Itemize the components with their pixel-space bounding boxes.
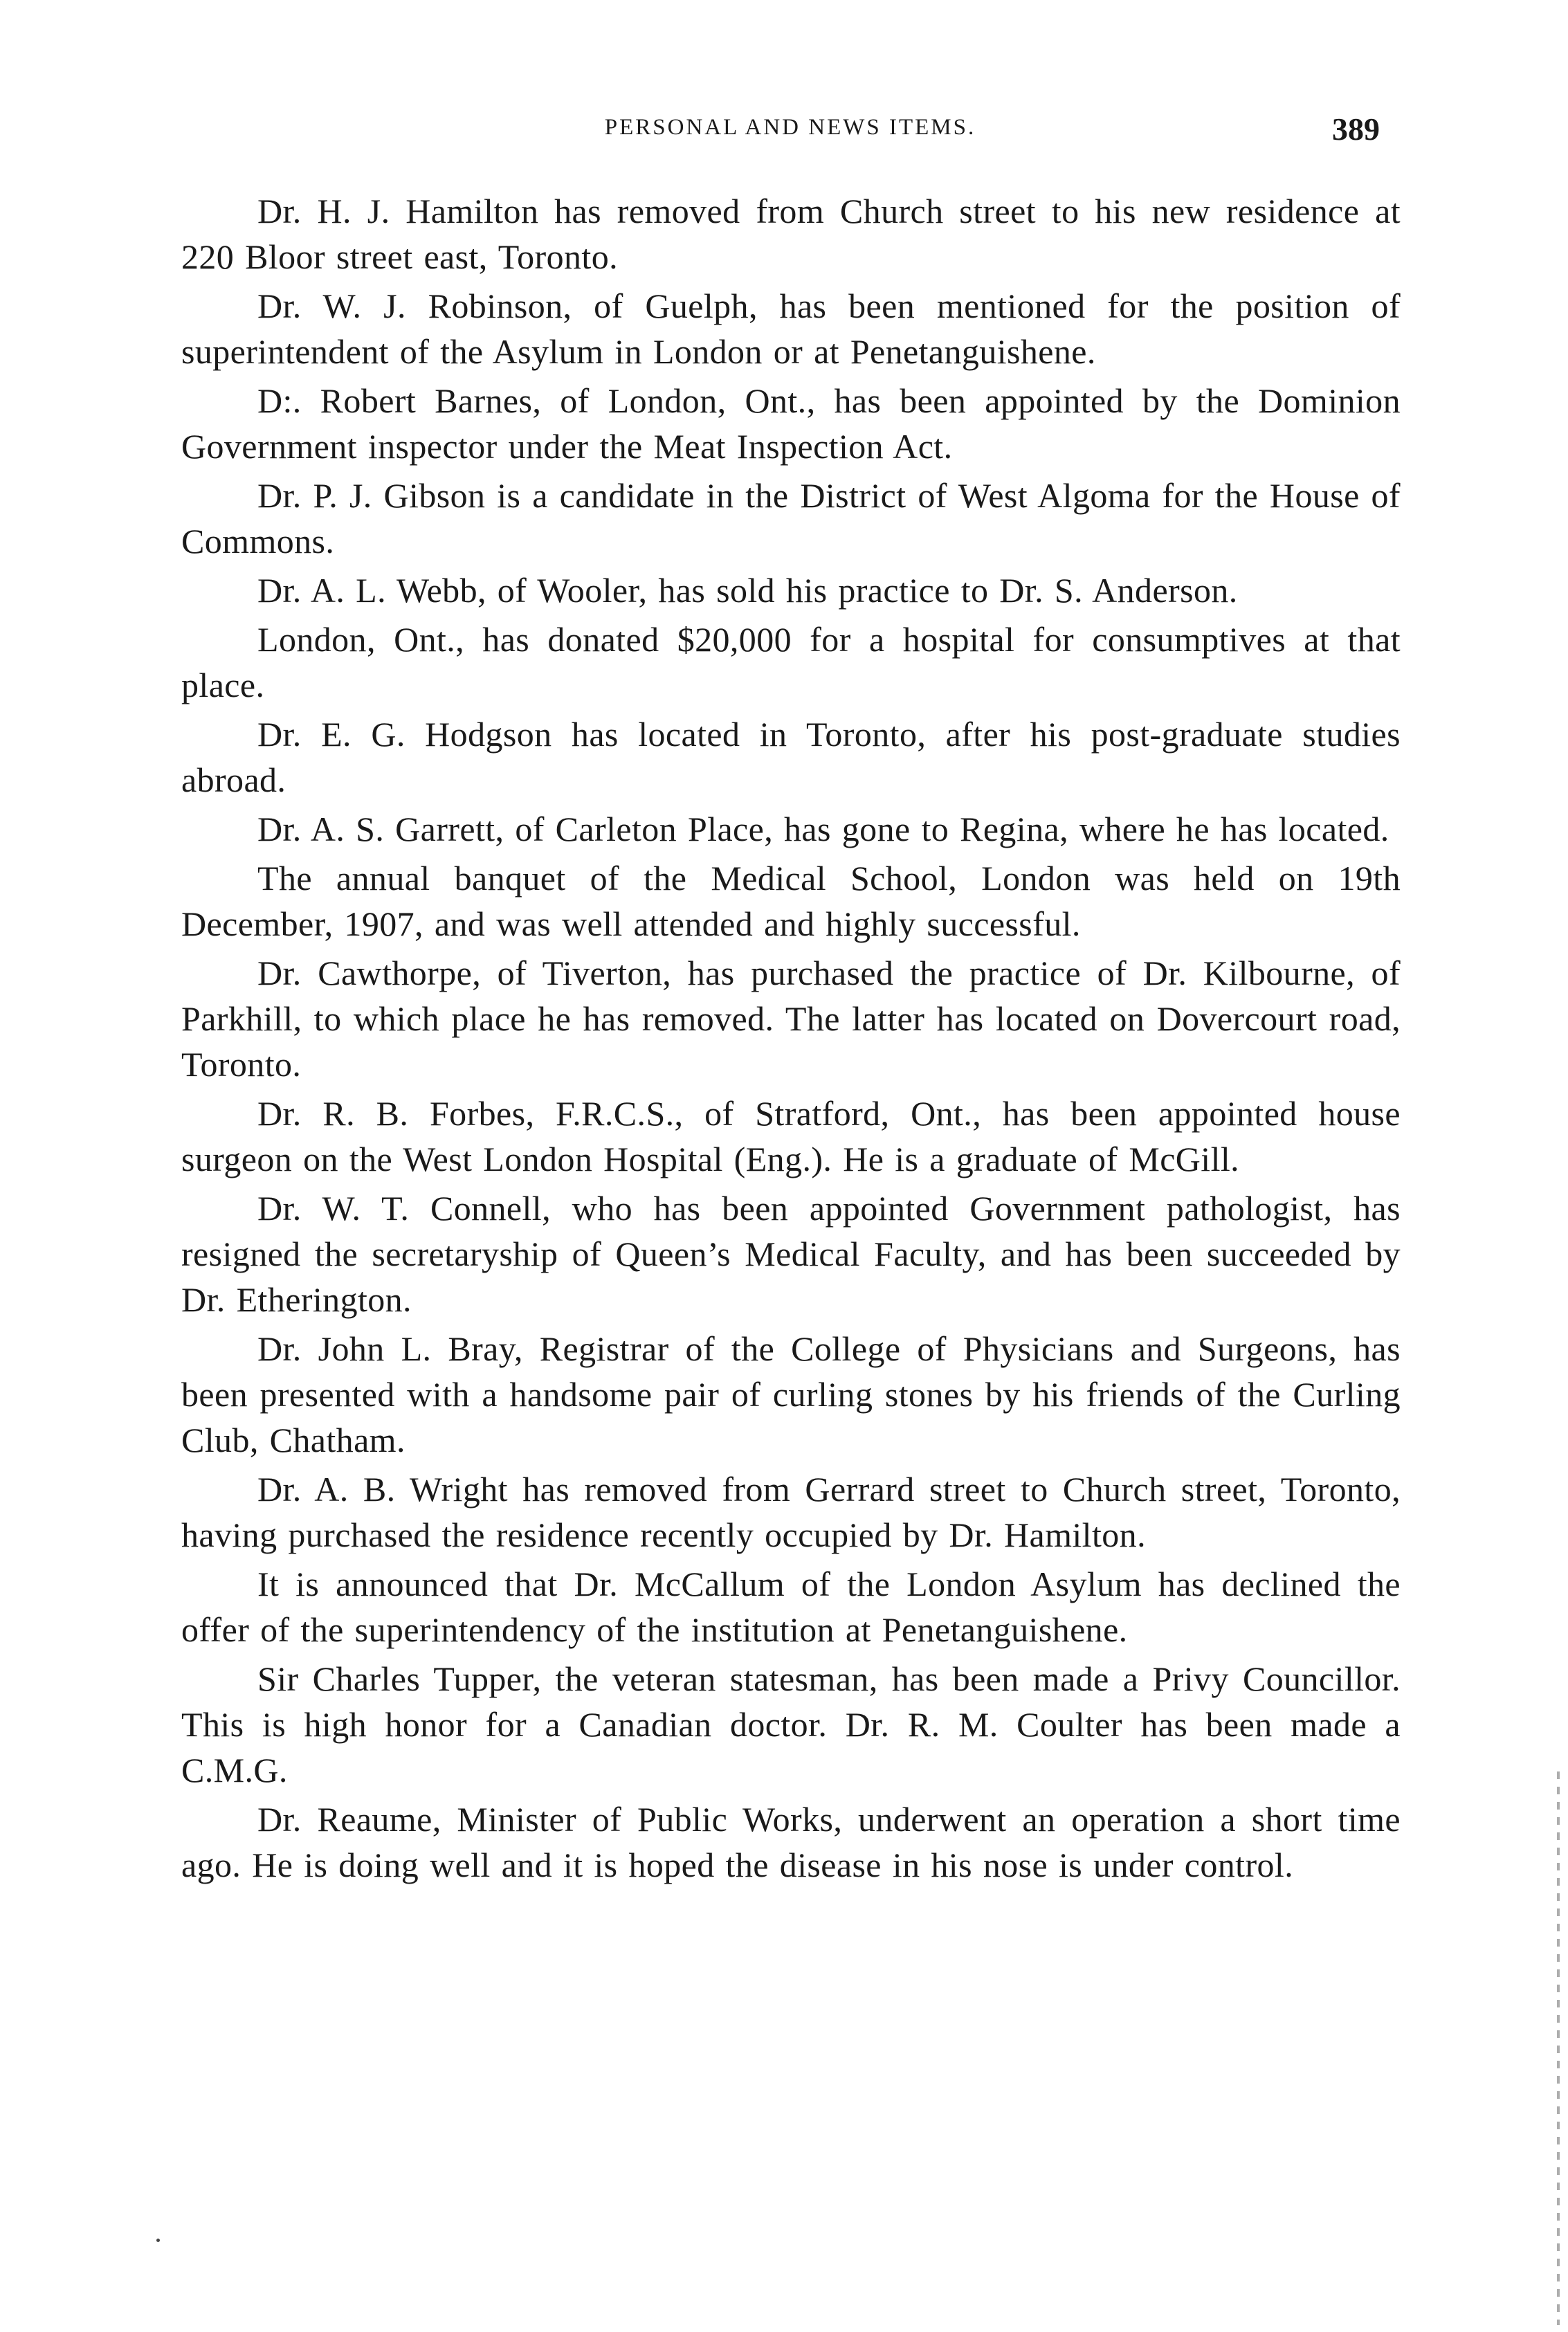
news-item: The annual banquet of the Medical School, London was held on 19th December, 1907, and was well attended and highly successful.: [181, 859, 1401, 943]
news-item: It is announced that Dr. McCallum of the London Asylum has declined the offer of the superintendency of the institution at Penetanguishene.: [181, 1565, 1401, 1649]
news-item: Dr. H. J. Hamilton has removed from Church street to his new residence at 220 Bloor street east, Toronto.: [181, 192, 1401, 276]
news-item: Dr. E. G. Hodgson has located in Toronto, after his post-graduate studies abroad.: [181, 715, 1401, 799]
news-item: Dr. Reaume, Minister of Public Works, underwent an operation a short time ago. He is doing well and it is hoped the disease in his nose is under control.: [181, 1800, 1401, 1884]
news-item: Dr. W. J. Robinson, of Guelph, has been mentioned for the position of superintendent of the Asylum in London or at Penetanguishene.: [181, 286, 1401, 371]
news-item: Dr. R. B. Forbes, F.R.C.S., of Stratford, Ont., has been appointed house surgeon on the West London Hospital (Eng.). He is a graduate of McGill.: [181, 1094, 1401, 1178]
news-item: Dr. A. B. Wright has removed from Gerrard street to Church street, Toronto, having purchased the residence recently occupied by Dr. Hamilton.: [181, 1470, 1401, 1554]
news-item: Dr. Cawthorpe, of Tiverton, has purchased the practice of Dr. Kilbourne, of Parkhill, to which place he has removed. The latter has located on Dovercourt road, Toronto.: [181, 954, 1401, 1084]
page-edge-marks: [1557, 1771, 1560, 2325]
news-items-column: [181, 188, 1401, 1891]
news-item: London, Ont., has donated $20,000 for a hospital for consumptives at that place.: [181, 620, 1401, 704]
news-item: Dr. John L. Bray, Registrar of the College of Physicians and Surgeons, has been presented with a handsome pair of curling stones by his friends of the Curling Club, Chatham.: [181, 1329, 1401, 1459]
news-item: Sir Charles Tupper, the veteran statesman, has been made a Privy Councillor. This is high honor for a Canadian doctor. Dr. R. M. Coulter has been made a C.M.G.: [181, 1659, 1401, 1789]
news-item: Dr. A. L. Webb, of Wooler, has sold his practice to Dr. S. Anderson.: [257, 571, 1238, 610]
running-head: [181, 111, 1399, 152]
news-item: Dr. W. T. Connell, who has been appointed Government pathologist, has resigned the secretaryship of Queen’s Medical Faculty, and has been succeeded by Dr. Etherington.: [181, 1189, 1401, 1319]
page-number: 389: [1332, 111, 1380, 147]
stray-ink-dot: [156, 2239, 160, 2242]
news-item: D:. Robert Barnes, of London, Ont., has been appointed by the Dominion Government inspector under the Meat Inspection Act.: [181, 381, 1401, 466]
news-item: Dr. P. J. Gibson is a candidate in the District of West Algoma for the House of Commons.: [181, 476, 1401, 561]
news-item: Dr. A. S. Garrett, of Carleton Place, has gone to Regina, where he has located.: [257, 810, 1389, 848]
running-title: PERSONAL AND NEWS ITEMS.: [604, 115, 976, 140]
